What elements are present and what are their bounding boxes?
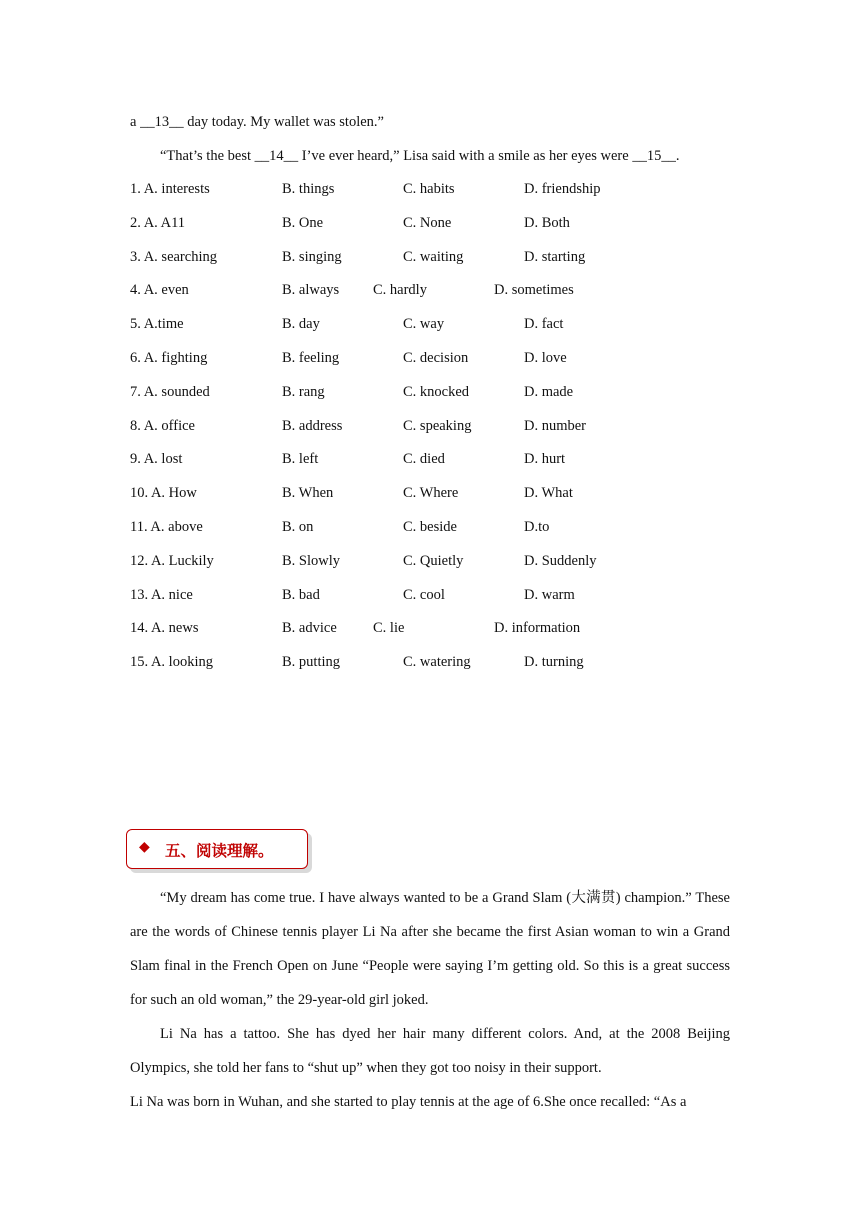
- option-row: [130, 179, 730, 199]
- option-d: D. What: [524, 485, 573, 502]
- option-d: D. love: [524, 350, 567, 366]
- option-b: B. bad: [282, 586, 320, 603]
- option-question: 2. A. A11: [130, 214, 186, 231]
- option-question: 3. A. searching: [130, 248, 217, 265]
- reading-paragraph-3: Li Na was born in Wuhan, and she started to play tennis at the age of 6.She once recalled: “As a: [130, 1094, 687, 1110]
- option-row: [130, 416, 730, 436]
- option-c: C. lie: [373, 620, 405, 637]
- option-question: 11. A. above: [130, 519, 203, 535]
- option-d: D. information: [494, 620, 581, 637]
- option-c: C. hardly: [373, 282, 427, 299]
- option-d: D. friendship: [524, 181, 601, 197]
- option-b: B. putting: [282, 654, 341, 671]
- option-d: D. Suddenly: [524, 552, 597, 569]
- option-c: C. watering: [403, 654, 471, 671]
- option-row: [130, 213, 730, 233]
- option-d: D. warm: [524, 586, 575, 603]
- blank-15: __15__: [632, 148, 676, 164]
- option-c: C. Quietly: [403, 552, 464, 569]
- option-row: [130, 652, 730, 672]
- option-row: [130, 585, 730, 605]
- option-b: B. left: [282, 451, 319, 468]
- option-c: C. beside: [403, 519, 457, 535]
- option-row: [130, 551, 730, 571]
- option-row: [130, 382, 730, 402]
- option-c: C. decision: [403, 350, 469, 366]
- reading-passage: [130, 881, 730, 1119]
- option-question: 14. A. news: [130, 620, 199, 637]
- option-d: D. starting: [524, 248, 586, 265]
- option-c: C. Where: [403, 485, 459, 502]
- option-b: B. When: [282, 485, 334, 502]
- diamond-icon: ◆: [139, 839, 150, 855]
- option-d: D. made: [524, 383, 574, 400]
- option-c: C. habits: [403, 181, 455, 197]
- story-line-13: a __13__ day today. My wallet was stolen.”: [130, 114, 384, 130]
- option-c: C. speaking: [403, 417, 472, 434]
- option-c: C. way: [403, 316, 445, 333]
- option-question: 15. A. looking: [130, 654, 213, 671]
- option-c: C. knocked: [403, 383, 470, 400]
- option-row: [130, 449, 730, 469]
- option-row: [130, 314, 730, 334]
- reading-paragraph-2: Li Na has a tattoo. She has dyed her hair many different colors. And, at the 2008 Beijing Olympics, she told her fans to “shut up” when they got too noisy in their support.: [130, 1026, 730, 1076]
- option-b: B. One: [282, 214, 324, 231]
- option-d: D. number: [524, 417, 587, 434]
- option-b: B. things: [282, 181, 335, 197]
- story-line-14-15: “That’s the best __14__ I’ve ever heard,” Lisa said with a smile as her eyes were __15__.: [160, 148, 680, 164]
- section-header: [126, 829, 308, 869]
- option-b: B. always: [282, 282, 340, 299]
- option-row: [130, 348, 730, 368]
- option-b: B. on: [282, 519, 314, 535]
- option-b: B. rang: [282, 383, 325, 400]
- option-question: 5. A.time: [130, 316, 184, 333]
- section-title: 五、阅读理解。: [165, 842, 274, 860]
- option-question: 8. A. office: [130, 417, 195, 434]
- option-question: 6. A. fighting: [130, 350, 208, 366]
- option-d: D. Both: [524, 214, 570, 231]
- option-row: [130, 618, 730, 638]
- option-d: D.to: [524, 519, 550, 535]
- option-d: D. turning: [524, 654, 584, 671]
- option-b: B. Slowly: [282, 552, 341, 569]
- option-c: C. waiting: [403, 248, 464, 265]
- option-question: 1. A. interests: [130, 181, 210, 197]
- option-d: D. sometimes: [494, 282, 574, 299]
- option-row: [130, 517, 730, 537]
- option-row: [130, 247, 730, 267]
- option-question: 13. A. nice: [130, 586, 193, 603]
- option-question: 10. A. How: [130, 485, 197, 502]
- blank-14: __14__: [254, 148, 299, 164]
- option-b: B. singing: [282, 248, 342, 265]
- blank-13: __13__: [140, 114, 184, 130]
- option-c: C. None: [403, 214, 452, 231]
- option-c: C. died: [403, 451, 445, 468]
- option-b: B. advice: [282, 620, 337, 637]
- option-question: 4. A. even: [130, 282, 189, 299]
- option-c: C. cool: [403, 586, 445, 603]
- option-d: D. fact: [524, 316, 564, 333]
- option-b: B. day: [282, 316, 320, 333]
- option-row: [130, 280, 730, 300]
- option-question: 9. A. lost: [130, 451, 183, 468]
- option-d: D. hurt: [524, 451, 566, 468]
- reading-paragraph-1: “My dream has come true. I have always wanted to be a Grand Slam (大满贯) champion.” These are the words of Chinese tennis player Li Na after she became the first Asian woman to win a Grand Slam final in the French Open on June “People were saying I’m getting old. So this is a great success for such an old woman,” the 29-year-old girl joked.: [130, 890, 730, 1008]
- option-row: [130, 483, 730, 503]
- option-b: B. feeling: [282, 350, 340, 366]
- option-b: B. address: [282, 417, 343, 434]
- option-question: 7. A. sounded: [130, 383, 210, 400]
- option-question: 12. A. Luckily: [130, 552, 214, 569]
